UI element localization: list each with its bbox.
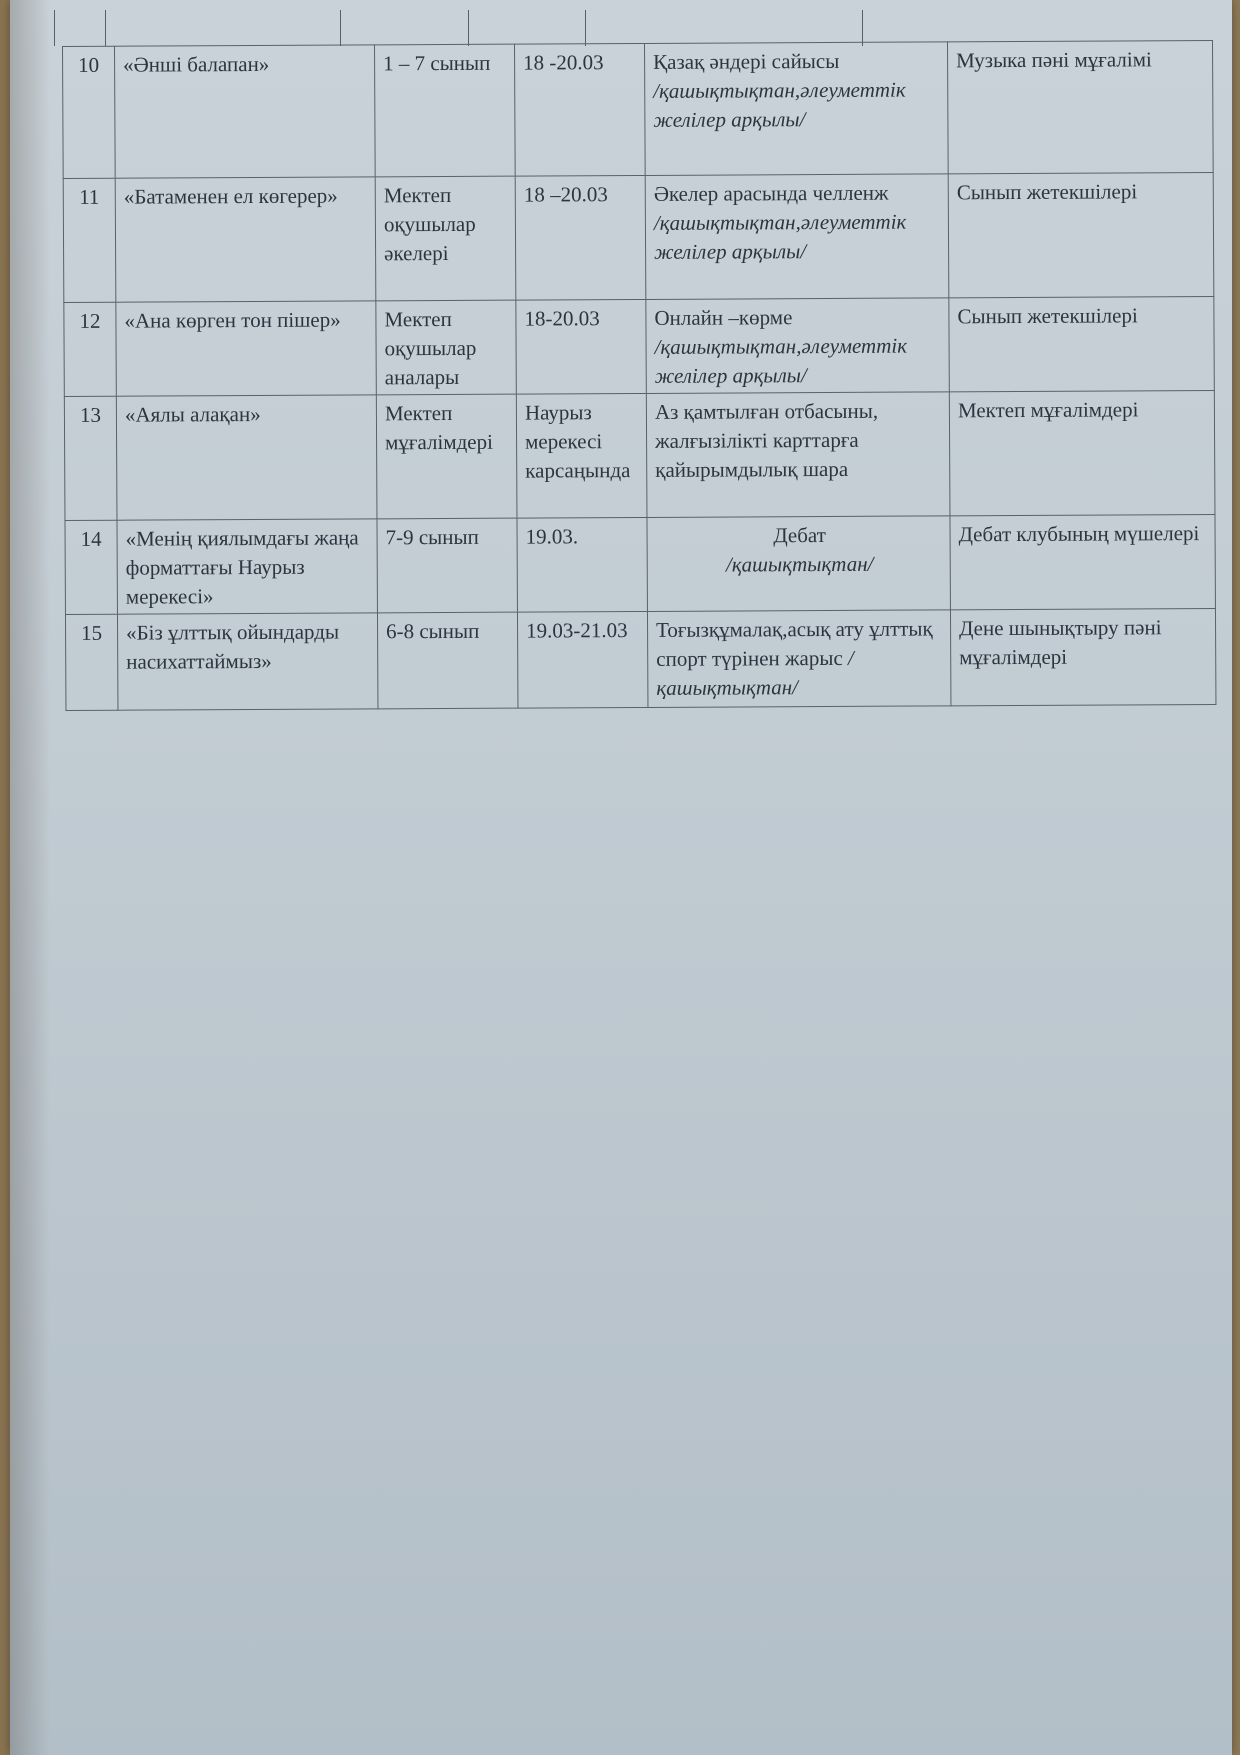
activity-note: /қашықтықтан/ <box>725 551 874 577</box>
activity-text: Тоғызқұмалақ,асық ату ұлттық спорт түрінен жарыс <box>656 616 933 671</box>
event-date: 19.03-21.03 <box>517 611 648 708</box>
event-date: Наурыз мерекесі карсаңында <box>516 393 647 518</box>
event-responsible: Дене шынықтыру пәні мұғалімдері <box>950 608 1215 705</box>
row-number: 10 <box>63 46 116 178</box>
table-row <box>65 608 1215 710</box>
event-title: «Аялы алақан» <box>116 395 377 520</box>
event-responsible: Сынып жетекшілері <box>948 172 1214 297</box>
event-activity <box>646 298 949 394</box>
event-title: «Ана көрген тон пішер» <box>116 301 376 396</box>
table-row <box>63 172 1214 302</box>
activity-text: Онлайн –көрме <box>654 305 793 330</box>
event-title: «Менің қиялымдағы жаңа форматтағы Наурыз мерекесі» <box>117 519 377 614</box>
table-row <box>64 296 1214 396</box>
event-activity <box>644 42 948 176</box>
activity-note: /қашықтықтан,әлеуметтік желілер арқылы/ <box>653 77 906 132</box>
event-title: «Біз ұлттық ойындарды насихаттаймыз» <box>117 613 377 710</box>
table-continuation-line <box>862 10 863 46</box>
row-number: 13 <box>64 396 117 520</box>
activity-text: Дебат <box>773 523 826 548</box>
activity-text: Қазақ әндері сайысы <box>653 48 840 74</box>
event-activity <box>646 392 950 518</box>
event-participants: 6-8 сынып <box>377 612 518 709</box>
table-continuation-line <box>468 10 469 46</box>
row-number: 15 <box>65 614 118 710</box>
event-title: «Әнші балапан» <box>115 45 376 178</box>
row-number: 12 <box>64 302 116 396</box>
event-responsible: Дебат клубының мүшелері <box>950 514 1215 609</box>
activity-text: Аз қамтылған отбасыны, жалғызілікті карттарға қайырымдылық шара <box>654 398 879 482</box>
event-schedule-table <box>62 40 1216 711</box>
event-participants: 1 – 7 сынып <box>374 44 515 177</box>
event-participants: 7-9 сынып <box>377 518 517 613</box>
event-participants: Мектеп оқушылар әкелері <box>375 176 516 301</box>
event-responsible: Сынып жетекшілері <box>949 296 1214 391</box>
event-activity <box>647 516 950 612</box>
event-date: 18-20.03 <box>516 299 646 394</box>
activity-note: /қашықтықтан,әлеуметтік желілер арқылы/ <box>653 209 907 264</box>
table-continuation-line <box>585 10 586 46</box>
table-row <box>64 390 1215 520</box>
event-responsible: Мектеп мұғалімдері <box>949 390 1215 515</box>
table-continuation-line <box>54 10 55 46</box>
event-date: 18 -20.03 <box>514 43 645 176</box>
event-activity <box>647 610 950 708</box>
activity-text: Әкелер арасында челленж <box>653 180 889 206</box>
event-date: 19.03. <box>517 517 647 612</box>
event-participants: Мектеп мұғалімдері <box>376 394 517 519</box>
event-date: 18 –20.03 <box>515 175 646 300</box>
activity-note: /қашықтықтан,әлеуметтік желілер арқылы/ <box>654 333 908 388</box>
activity-note: /қашықтықтан/ <box>656 645 854 700</box>
event-participants: Мектеп оқушылар аналары <box>376 300 516 395</box>
table-row <box>63 40 1214 178</box>
row-number: 14 <box>65 520 117 614</box>
table-continuation-line <box>340 10 341 46</box>
table-row <box>65 514 1215 614</box>
table-continuation-line <box>105 10 106 46</box>
event-title: «Батаменен ел көгерер» <box>115 177 376 302</box>
event-activity <box>645 174 949 300</box>
event-responsible: Музыка пәні мұғалімі <box>947 40 1213 173</box>
row-number: 11 <box>63 178 116 302</box>
